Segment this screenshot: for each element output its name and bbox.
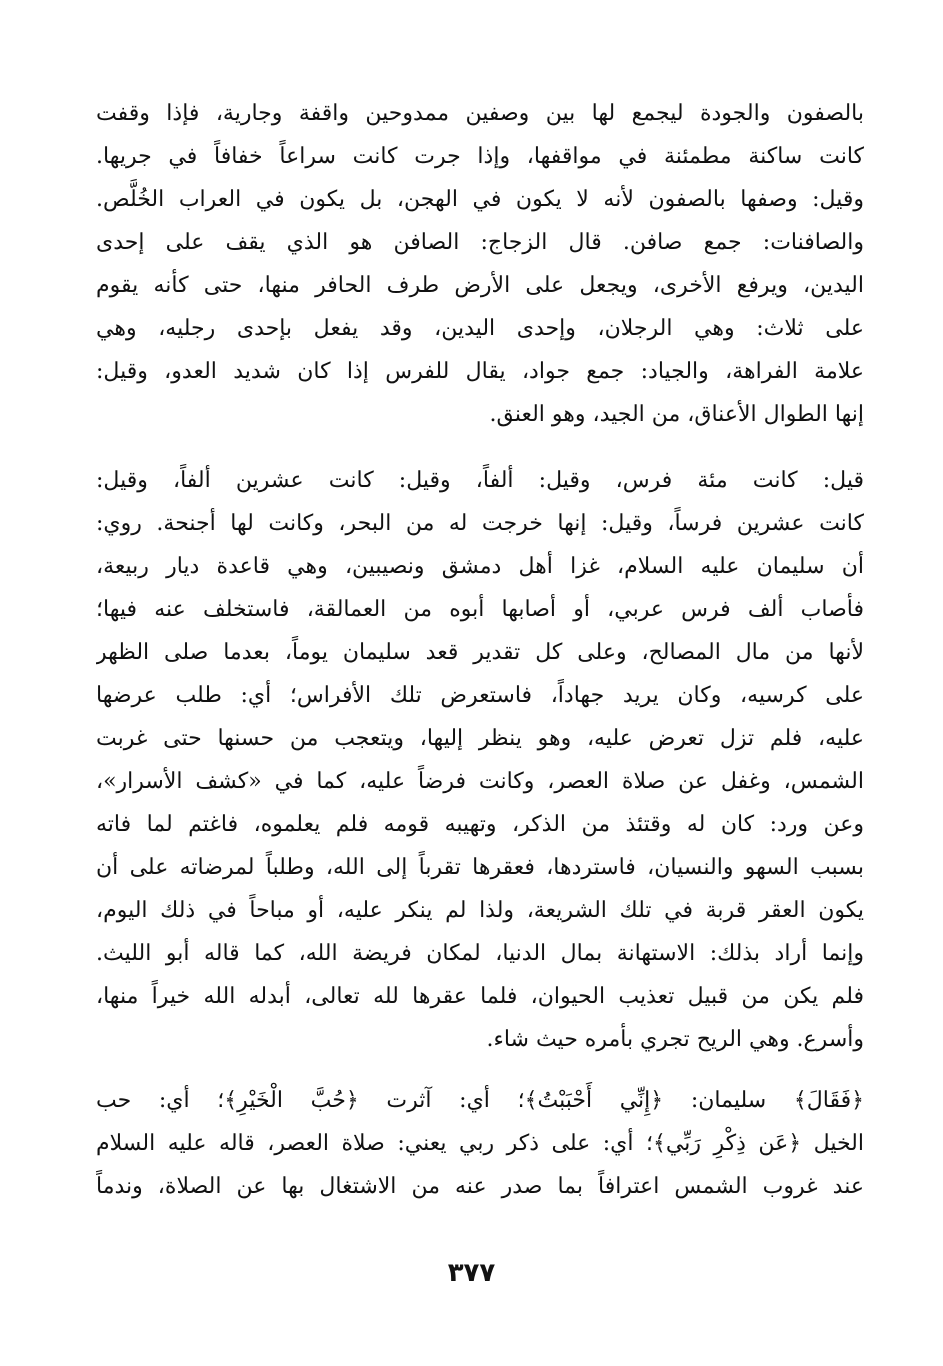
text-line: بسبب السهو والنسيان، فاستردها، فعقرها تقرباً إلى الله، وطلباً لمرضاته على أن xyxy=(96,855,864,880)
paragraph-3 xyxy=(96,1079,864,1208)
paragraph-2 xyxy=(96,459,864,1061)
text-line: عليه، فلم تزل تعرض عليه، وهو ينظر إليها، ويتعجب من حسنها حتى غربت xyxy=(96,726,864,751)
text-line: يكون العقر قربة في تلك الشريعة، ولذا لم ينكر عليه، أو مباحاً في ذلك اليوم، xyxy=(96,898,864,923)
text-line: لأنها من مال المصالح، وعلى كل تقدير قعد سليمان يوماً، بعدما صلى الظهر xyxy=(96,640,864,665)
text-line: وعن ورد: كان له وقتئذ من الذكر، وتهيبه قومه فلم يعلموه، فاغتم لما فاته xyxy=(96,812,864,837)
text-line: على كرسيه، وكان يريد جهاداً، فاستعرض تلك الأفراس؛ أي: طلب عرضها xyxy=(96,683,864,708)
text-line: إنها الطوال الأعناق، من الجيد، وهو العنق. xyxy=(489,402,864,427)
paragraph-spacer xyxy=(96,436,864,459)
text-line: كانت عشرين فرساً، وقيل: إنها خرجت له من البحر، وكانت لها أجنحة. روي: xyxy=(96,511,864,536)
text-line: عند غروب الشمس اعترافاً بما صدر عنه من الاشتغال بها عن الصلاة، وندماً xyxy=(96,1174,864,1199)
paragraph-1 xyxy=(96,92,864,436)
text-line: اليدين، ويرفع الأخرى، ويجعل على الأرض طرف الحافر منها، حتى كأنه يقوم xyxy=(96,273,864,298)
text-line: فأصاب ألف فرس عربي، أو أصابها أبوه من العمالقة، فاستخلف عنه فيها؛ xyxy=(96,597,864,622)
text-line: علامة الفراهة، والجياد: جمع جواد، يقال للفرس إذا كان شديد العدو، وقيل: xyxy=(96,359,864,384)
text-line: قيل: كانت مئة فرس، وقيل: ألفاً، وقيل: كانت عشرين ألفاً، وقيل: xyxy=(96,468,864,493)
text-line: الخيل ﴿عَن ذِكْرِ رَبِّي﴾؛ أي: على ذكر ربي يعني: صلاة العصر، قاله عليه السلام xyxy=(96,1131,864,1156)
text-line: ﴿فَقَالَ﴾ سليمان: ﴿إِنِّي أَحْبَبْتُ﴾؛ أي: آثرت ﴿حُبَّ الْخَيْرِ﴾؛ أي: حب xyxy=(96,1088,864,1113)
text-line: على ثلاث: وهي الرجلان، وإحدى اليدين، وقد يفعل بإحدى رجليه، وهي xyxy=(96,316,864,341)
text-line: والصافنات: جمع صافن. قال الزجاج: الصافن هو الذي يقف على إحدى xyxy=(96,230,864,255)
text-line: فلم يكن من قبيل تعذيب الحيوان، فلما عقرها لله تعالى، أبدله الله خيراً منها، xyxy=(96,984,864,1009)
page-number: ٣٧٧ xyxy=(447,1258,496,1288)
text-line: وإنما أراد بذلك: الاستهانة بمال الدنيا، لمكان فريضة الله، كما قاله أبو الليث. xyxy=(96,941,864,966)
text-line: أن سليمان عليه السلام، غزا أهل دمشق ونصيبين، وهي قاعدة ديار ربيعة، xyxy=(96,554,864,579)
paragraph-spacer xyxy=(96,1061,864,1079)
text-line: وقيل: وصفها بالصفون لأنه لا يكون في الهجن، بل يكون في العراب الخُلَّص. xyxy=(96,187,864,212)
page-body xyxy=(96,92,864,1208)
text-line: بالصفون والجودة ليجمع لها بين وصفين ممدوحين واقفة وجارية، فإذا وقفت xyxy=(96,101,864,126)
text-line: كانت ساكنة مطمئنة في مواقفها، وإذا جرت كانت سراعاً خفافاً في جريها. xyxy=(96,144,864,169)
text-line: وأسرع. وهي الريح تجري بأمره حيث شاء. xyxy=(486,1027,864,1052)
text-line: الشمس، وغفل عن صلاة العصر، وكانت فرضاً عليه، كما في «كشف الأسرار»، xyxy=(96,769,864,794)
